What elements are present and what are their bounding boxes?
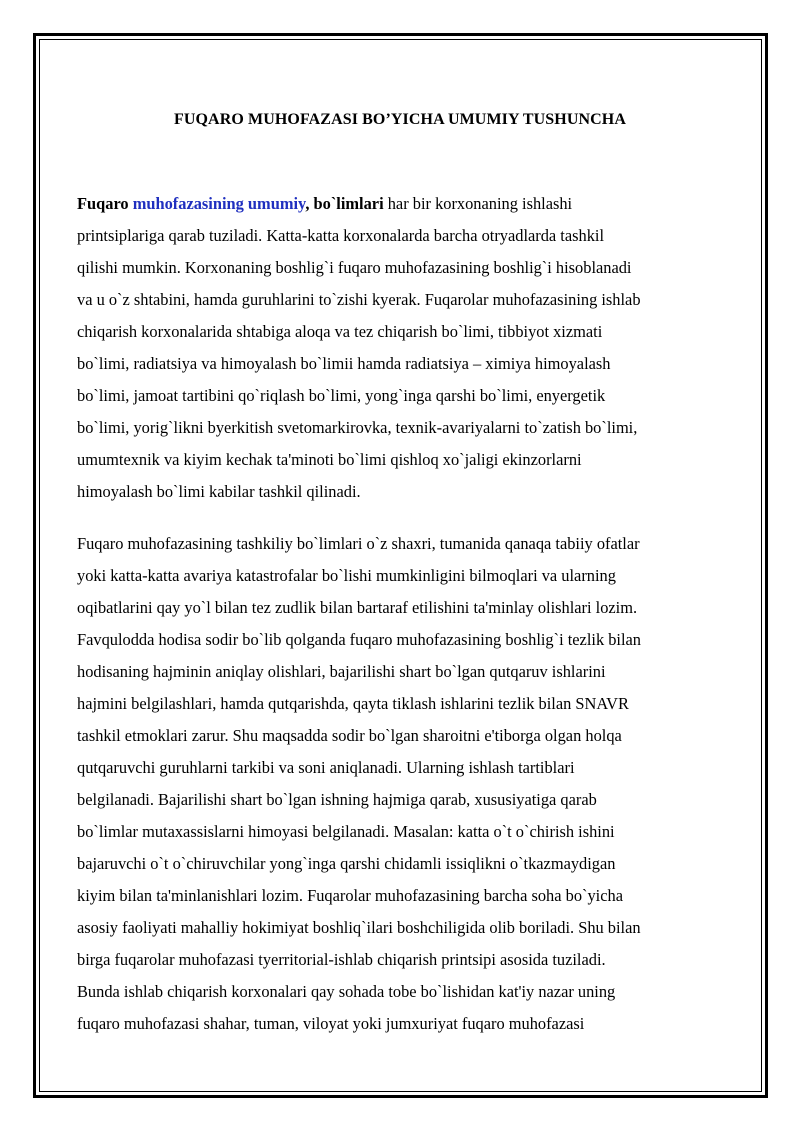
paragraph-2-line: qutqaruvchi guruhlarni tarkibi va soni aniqlanadi. Ularning ishlash tartiblari (77, 758, 575, 777)
paragraph-1-line-1-rest: har bir korxonaning ishlashi (383, 194, 573, 213)
paragraph-2-line: hodisaning hajminin aniqlay olishlari, bajarilishi shart bo`lgan qutqaruv ishlarini (77, 662, 606, 681)
paragraph-2-line: tashkil etmoklari zarur. Shu maqsadda sodir bo`lgan sharoitni e'tiborga olgan holqa (77, 726, 622, 745)
paragraph-1 (77, 188, 737, 508)
paragraph-2-line: belgilanadi. Bajarilishi shart bo`lgan ishning hajmiga qarab, xususiyatiga qarab (77, 790, 597, 809)
paragraph-1-line-1 (77, 188, 737, 220)
paragraph-2-line: bajaruvchi o`t o`chiruvchilar yong`inga qarshi chidamli issiqlikni o`tkazmaydigan (77, 854, 616, 873)
paragraph-2-line: kiyim bilan ta'minlanishlari lozim. Fuqarolar muhofazasining barcha soha bo`yicha (77, 886, 623, 905)
paragraph-1-line: printsiplariga qarab tuziladi. Katta-katta korxonalarda barcha otryadlarda tashkil (77, 226, 605, 245)
paragraph-2 (77, 528, 737, 1040)
lead-bold-text: Fuqaro (77, 194, 133, 213)
paragraph-2-line: bo`limlar mutaxassislarni himoyasi belgilanadi. Masalan: katta o`t o`chirish ishini (77, 822, 615, 841)
paragraph-1-line: qilishi mumkin. Korxonaning boshlig`i fuqaro muhofazasining boshlig`i hisoblanadi (77, 258, 632, 277)
paragraph-1-line: bo`limi, radiatsiya va himoyalash bo`limii hamda radiatsiya – ximiya himoyalash (77, 354, 611, 373)
paragraph-1-line: umumtexnik va kiyim kechak ta'minoti bo`limi qishloq xo`jaligi ekinzorlarni (77, 450, 582, 469)
paragraph-1-line: himoyalash bo`limi kabilar tashkil qilinadi. (77, 482, 361, 501)
paragraph-2-line: yoki katta-katta avariya katastrofalar bo`lishi mumkinligini bilmoqlari va ularning (77, 566, 616, 585)
paragraph-2-line: asosiy faoliyati mahalliy hokimiyat boshliq`ilari boshchiligida olib boriladi. Shu bilan (77, 918, 641, 937)
lead-bold-text-2: , bo`limlari (305, 194, 384, 213)
paragraph-2-line: oqibatlarini qay yo`l bilan tez zudlik bilan bartaraf etilishini ta'minlay olishlari lozim. (77, 598, 638, 617)
paragraph-2-line: birga fuqarolar muhofazasi tyerritorial-ishlab chiqarish printsipi asosida tuziladi. (77, 950, 606, 969)
paragraph-2-line: fuqaro muhofazasi shahar, tuman, viloyat yoki jumxuriyat fuqaro muhofazasi (77, 1014, 585, 1033)
paragraph-1-line: bo`limi, jamoat tartibini qo`riqlash bo`limi, yong`inga qarshi bo`limi, enyergetik (77, 386, 606, 405)
document-title: FUQARO MUHOFAZASI BO’YICHA UMUMIY TUSHUNCHA (173, 111, 626, 128)
paragraph-2-line: hajmini belgilashlari, hamda qutqarishda, qayta tiklash ishlarini tezlik bilan SNAVR (77, 694, 629, 713)
paragraph-1-line: chiqarish korxonalarida shtabiga aloqa va tez chiqarish bo`limi, tibbiyot xizmati (77, 322, 603, 341)
paragraph-2-line: Fuqaro muhofazasining tashkiliy bo`limlari o`z shaxri, tumanida qanaqa tabiiy ofatlar (77, 534, 640, 553)
paragraph-1-line: bo`limi, yorig`likni byerkitish svetomarkirovka, texnik-avariyalarni to`zatish bo`limi, (77, 418, 638, 437)
document-body (77, 188, 737, 1040)
paragraph-2-line: Bunda ishlab chiqarish korxonalari qay sohada tobe bo`lishidan kat'iy nazar uning (77, 982, 616, 1001)
lead-link-text[interactable]: muhofazasining umumiy (132, 194, 306, 213)
paragraph-1-line: va u o`z shtabini, hamda guruhlarini to`zishi kyerak. Fuqarolar muhofazasining ishlab (77, 290, 641, 309)
paragraph-2-line: Favqulodda hodisa sodir bo`lib qolganda fuqaro muhofazasining boshlig`i tezlik bilan (77, 630, 642, 649)
